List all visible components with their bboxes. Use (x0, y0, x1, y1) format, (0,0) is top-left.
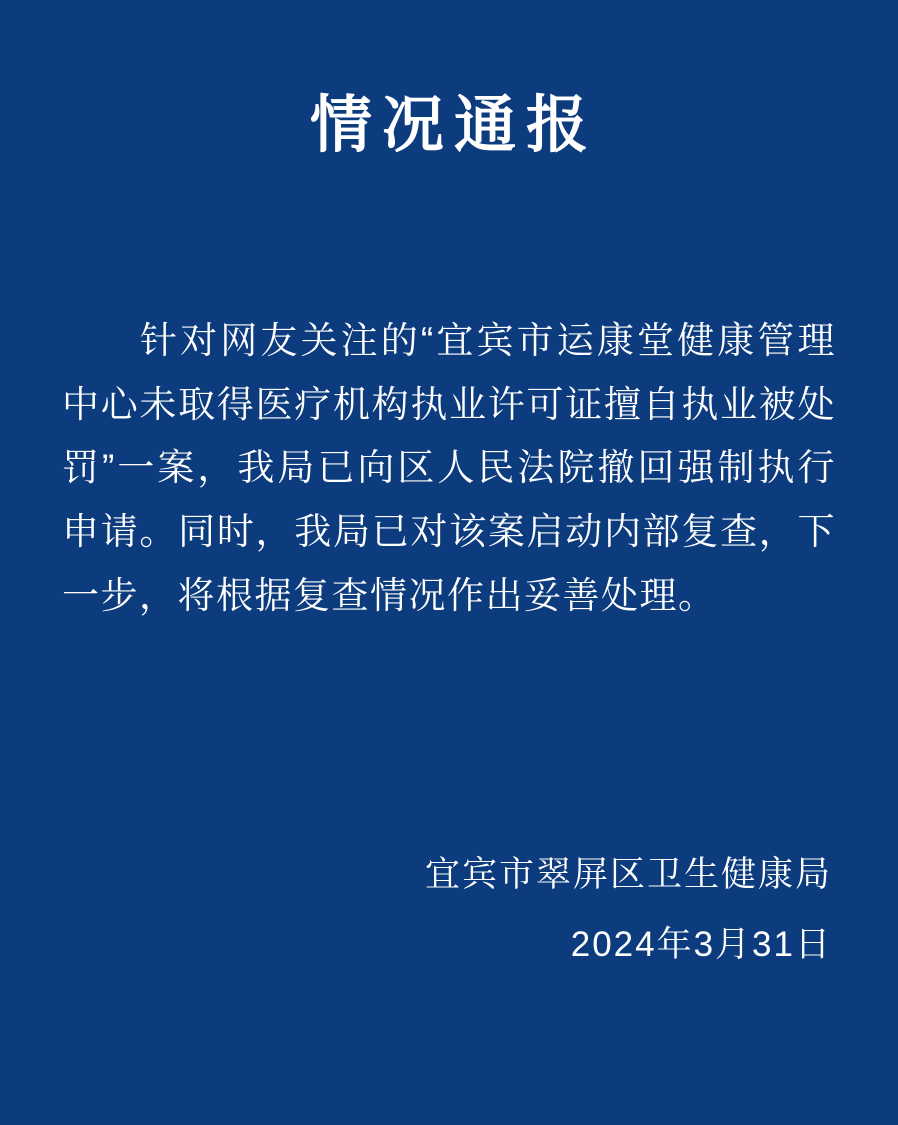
page-title: 情况通报 (309, 91, 598, 160)
notice-body-text: 针对网友关注的“宜宾市运康堂健康管理中心未取得医疗机构执业许可证擅自执业被处罚”一案，我局已向区人民法院撤回强制执行申请。同时，我局已对该案启动内部复查，下一步，将根据复查情况作出妥善处理。 (62, 320, 836, 616)
notice-body-container (0, 272, 898, 664)
signature-block (0, 847, 898, 1125)
signature-organization: 宜宾市翠屏区卫生健康局 (424, 855, 832, 894)
signature-date: 2024年3月31日 (570, 925, 832, 964)
